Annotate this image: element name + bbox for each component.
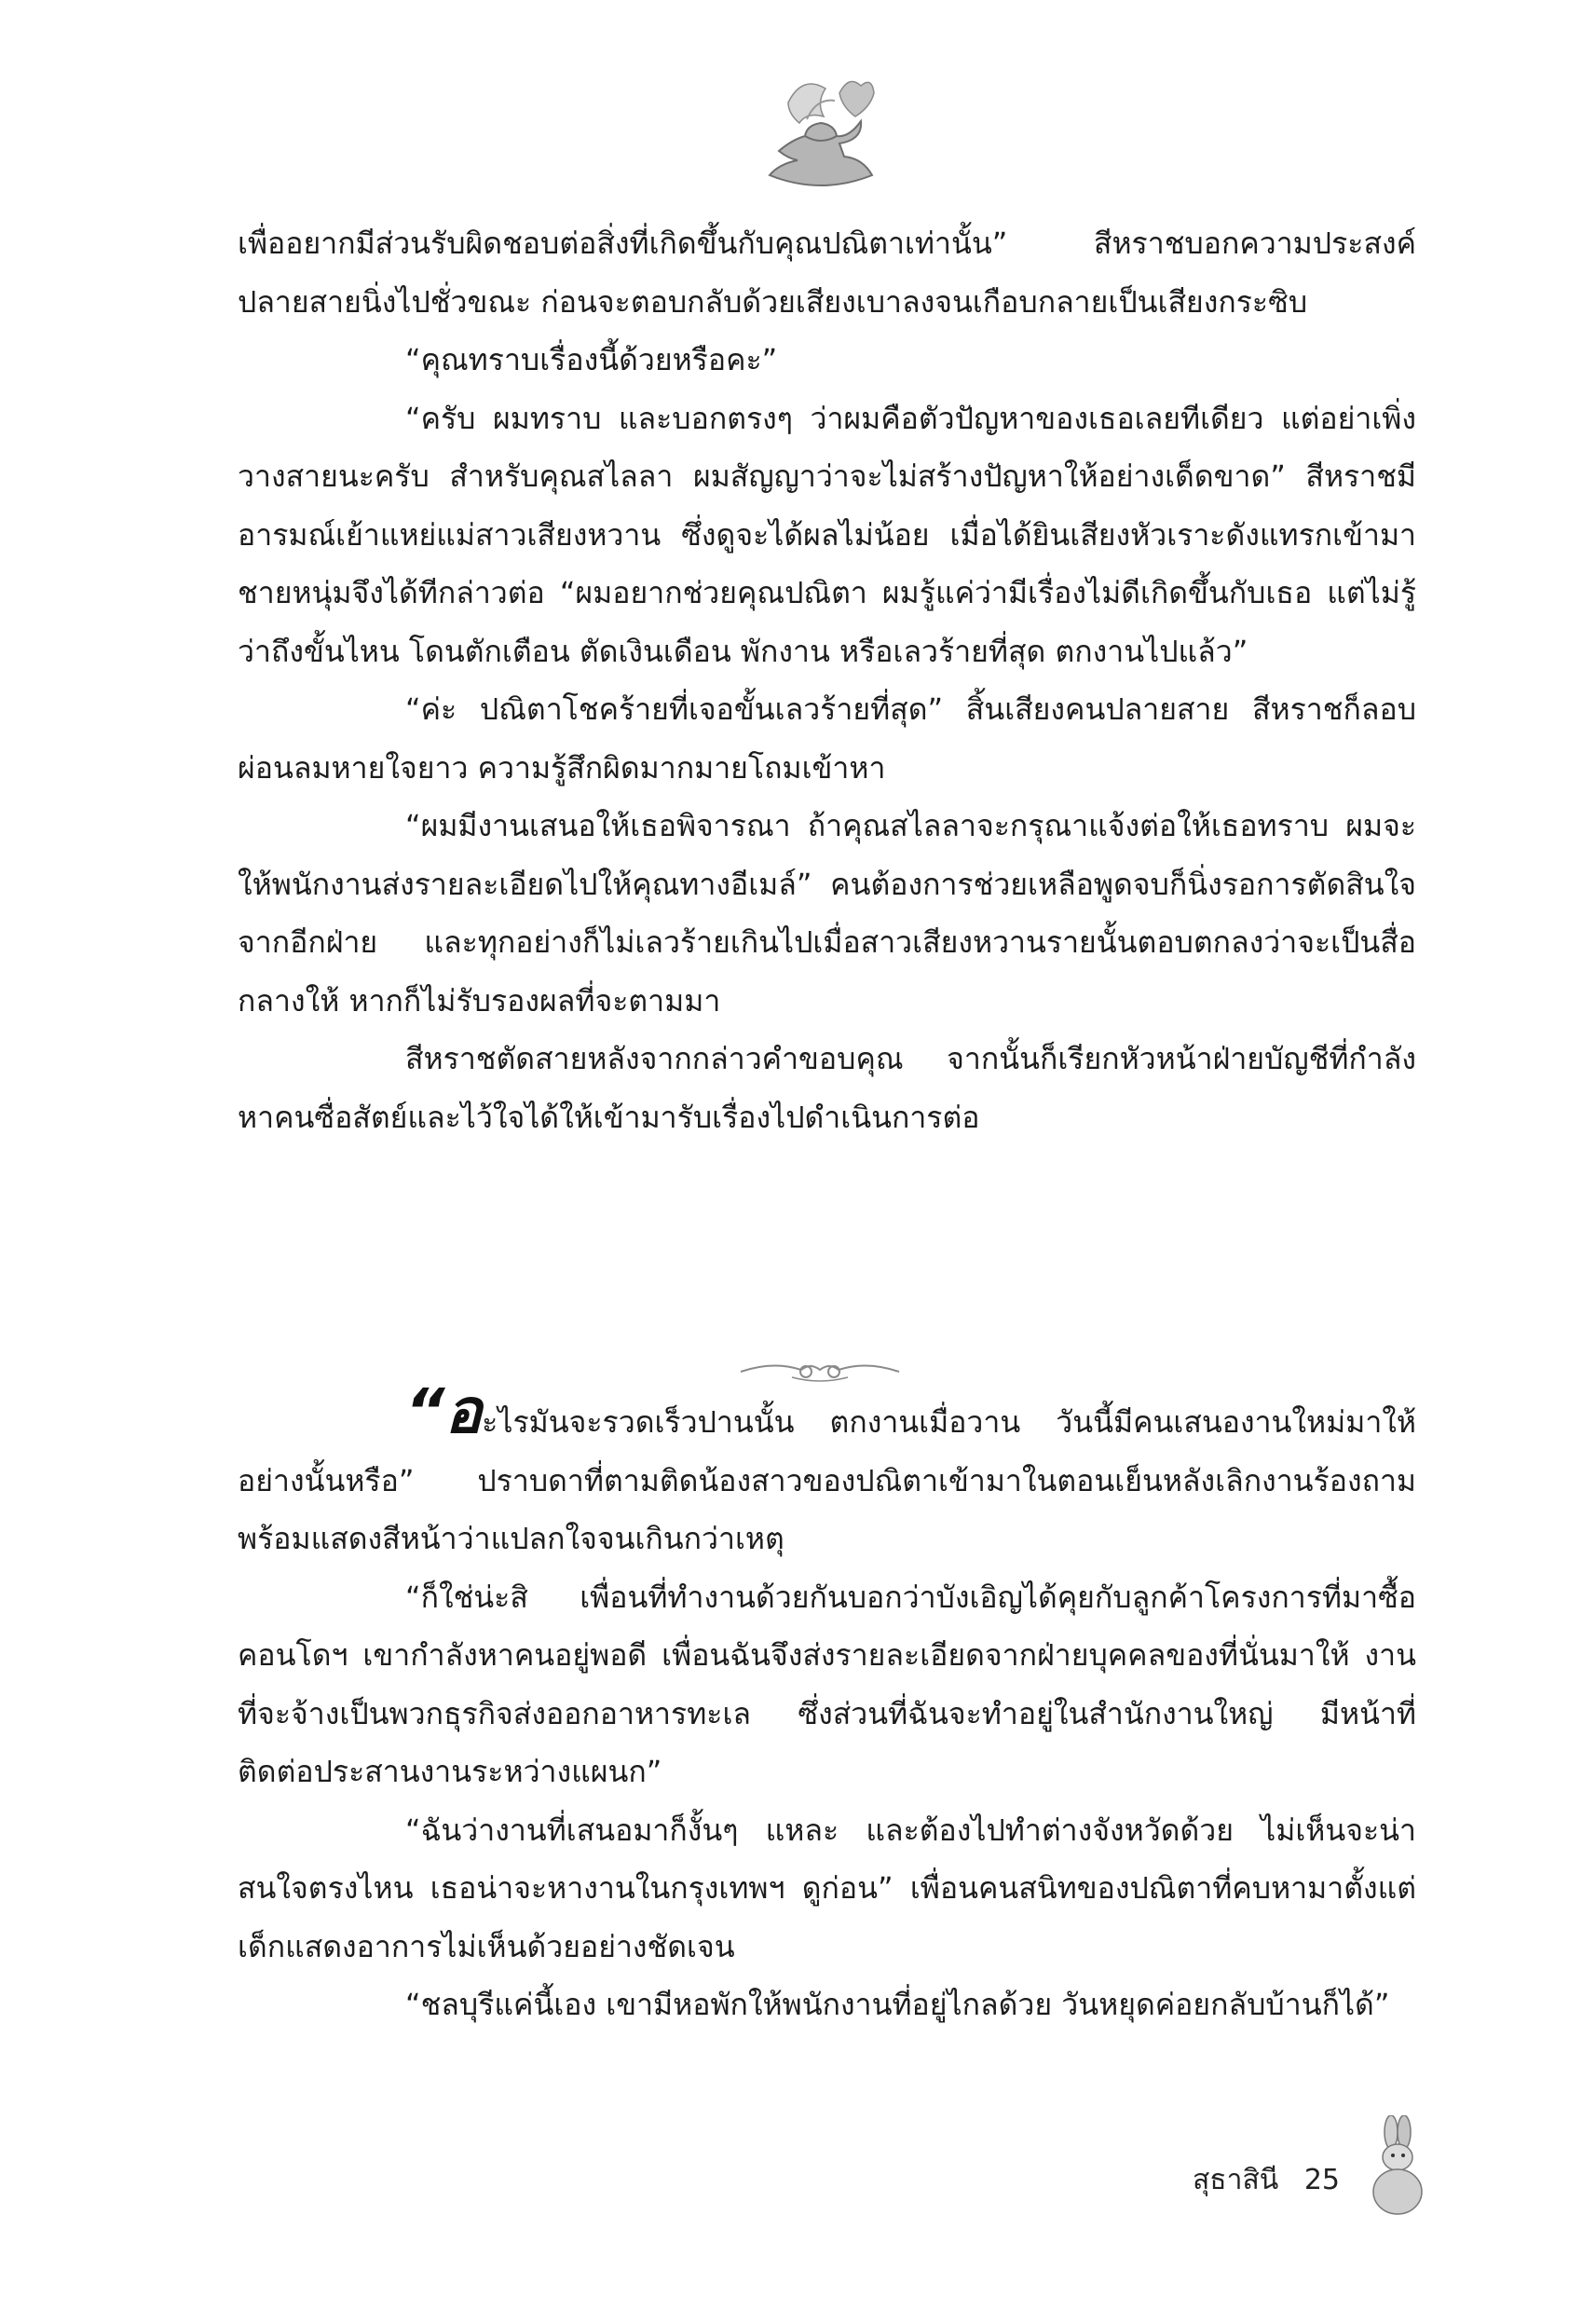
scroll-divider-icon xyxy=(736,1351,904,1388)
page-number: 25 xyxy=(1303,2164,1341,2196)
drop-cap-letter: อ xyxy=(444,1375,483,1447)
paragraph-5: “ผมมีงานเสนอให้เธอพิจารณา ถ้าคุณสไลลาจะกรุณาแจ้งต่อให้เธอทราบ ผมจะให้พนักงานส่งรายละเอียดไปให้คุณทางอีเมล์” คนต้องการช่วยเหลือพูดจบก็นิ่งรอการตัดสินใจจากอีกฝ่าย และทุกอย่างก็ไม่เลวร้ายเกินไปเมื่อสาวเสียงหวานรายนั้นตอบตกลงว่าจะเป็นสื่อกลางให้ หากก็ไม่รับรองผลที่จะตามมา xyxy=(238,808,1416,1019)
paragraph-7-text: ะไรมันจะรวดเร็วปานนั้น ตกงานเมื่อวาน วันนี้มีคนเสนองานใหม่มาให้อย่างนั้นหรือ” ปราบดาที่ตามติดน้องสาวของปณิตาเข้ามาในตอนเย็นหลังเลิกงานร้องถาม พร้อมแสดงสีหน้าว่าแปลกใจจนเกินกว่าเหตุ xyxy=(238,1404,1416,1556)
paragraph-9: “ฉันว่างานที่เสนอมาก็งั้นๆ แหละ และต้องไปทำต่างจังหวัดด้วย ไม่เห็นจะน่าสนใจตรงไหน เธอน่าจะหางานในกรุงเทพฯ ดูก่อน” เพื่อนคนสนิทของปณิตาที่คบหามาตั้งแต่เด็กแสดงอาการไม่เห็นด้วยอย่างชัดเจน xyxy=(238,1812,1416,1964)
page-footer xyxy=(1193,2153,1340,2208)
body-text-section-2 xyxy=(238,1375,1416,2034)
paragraph-8: “ก็ใช่น่ะสิ เพื่อนที่ทำงานด้วยกันบอกว่าบังเอิญได้คุยกับลูกค้าโครงการที่มาซื้อคอนโดฯ เขากำลังหาคนอยู่พอดี เพื่อนฉันจึงส่งรายละเอียดจากฝ่ายบุคคลของที่นั่นมาให้ งานที่จะจ้างเป็นพวกธุรกิจส่งออกอาหารทะเล ซึ่งส่วนที่ฉันจะทำอยู่ในสำนักงานใหญ่ มีหน้าที่ติดต่อประสานงานระหว่างแผนก” xyxy=(238,1579,1416,1789)
paragraph-2: “คุณทราบเรื่องนี้ด้วยหรือคะ” xyxy=(405,342,778,377)
paragraph-7 xyxy=(238,1375,1416,1568)
paragraph-3: “ครับ ผมทราบ และบอกตรงๆ ว่าผมคือตัวปัญหาของเธอเลยทีเดียว แต่อย่าเพิ่งวางสายนะครับ สำหรับคุณสไลลา ผมสัญญาว่าจะไม่สร้างปัญหาให้อย่างเด็ดขาด” สีหราชมีอารมณ์เย้าแหย่แม่สาวเสียงหวาน ซึ่งดูจะได้ผลไม่น้อย เมื่อได้ยินเสียงหัวเราะดังแทรกเข้ามา ชายหนุ่มจึงได้ทีกล่าวต่อ “ผมอยากช่วยคุณปณิตา ผมรู้แค่ว่ามีเรื่องไม่ดีเกิดขึ้นกับเธอ แต่ไม่รู้ว่าถึงขั้นไหน โดนตักเตือน ตัดเงินเดือน พักงาน หรือเลวร้ายที่สุด ตกงานไปแล้ว” xyxy=(238,400,1416,669)
book-title: สุธาสินี xyxy=(1193,2164,1279,2196)
paragraph-4: “ค่ะ ปณิตาโชคร้ายที่เจอขั้นเลวร้ายที่สุด” สิ้นเสียงคนปลายสาย สีหราชก็ลอบผ่อนลมหายใจยาว ความรู้สึกผิดมากมายโถมเข้าหา xyxy=(238,691,1416,786)
drop-cap-quote: “ xyxy=(405,1375,445,1447)
paragraph-6: สีหราชตัดสายหลังจากกล่าวคำขอบคุณ จากนั้นก็เรียกหัวหน้าฝ่ายบัญชีที่กำลังหาคนซื่อสัตย์และไว้ใจได้ให้เข้ามารับเรื่องไปดำเนินการต่อ xyxy=(238,1041,1416,1135)
rabbit-icon xyxy=(1365,2115,1430,2218)
paragraph-1: เพื่ออยากมีส่วนรับผิดชอบต่อสิ่งที่เกิดขึ้นกับคุณปณิตาเท่านั้น” สีหราชบอกความประสงค์ ปลายสายนิ่งไปชั่วขณะ ก่อนจะตอบกลับด้วยเสียงเบาลงจนเกือบกลายเป็นเสียงกระซิบ xyxy=(238,226,1416,320)
teapot-ornament-icon xyxy=(751,65,891,196)
body-text-section-1 xyxy=(238,214,1416,1146)
paragraph-10: “ชลบุรีแค่นี้เอง เขามีหอพักให้พนักงานที่อยู่ไกลด้วย วันหยุดค่อยกลับบ้านก็ได้” xyxy=(405,1987,1390,2022)
